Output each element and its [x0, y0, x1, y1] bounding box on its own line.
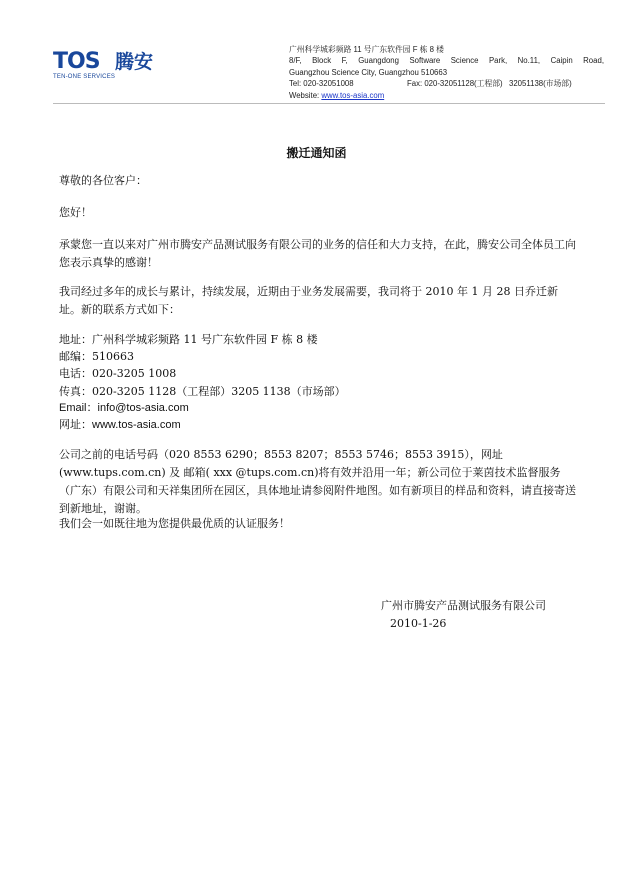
header-tel: Tel: 020-32051008	[289, 79, 354, 89]
contact-email: Email：info@tos-asia.com	[59, 401, 189, 414]
header-divider	[53, 103, 605, 104]
new-contact-details	[59, 331, 579, 434]
contact-address: 地址：广州科学城彩频路 11 号广东软件园 F 栋 8 楼	[59, 333, 318, 346]
salutation: 尊敬的各位客户：	[59, 174, 147, 187]
logo-mark: TOS	[53, 49, 100, 74]
contact-fax: 传真：020-3205 1128（工程部）3205 1138（市场部）	[59, 384, 346, 398]
greeting: 您好！	[59, 206, 92, 219]
relocation-paragraph: 我司经过多年的成长与累计，持续发展，近期由于业务发展需要，我司将于 2010 年 1 月 28 日乔迁新址。新的联系方式如下：	[59, 285, 558, 316]
address-cn: 广州科学城彩频路 11 号广东软件园 F 栋 8 楼	[289, 45, 444, 54]
signature-date: 2010-1-26	[390, 617, 447, 630]
closing-line: 我们会一如既往地为您提供最优质的认证服务！	[59, 517, 290, 530]
logo-chinese-name: 腾安	[115, 51, 154, 73]
contact-phone: 电话：020-3205 1008	[59, 367, 177, 381]
phone-fax-line	[289, 78, 604, 89]
company-info	[289, 44, 604, 101]
notice-paragraph: 公司之前的电话号码（020 8553 6290；8553 8207；8553 5746；8553 3915），网址(www.tups.com.cn) 及 邮箱( xxx @tups.com.cn)将有效并沿用一年；新公司位于莱茵技术监督服务（广东）有限公司和天祥集团所在园区，具体地址请参阅附件地图。如有新项目的样品和资料，请直接寄送到新地址，谢谢。	[59, 448, 576, 515]
website-line	[289, 90, 604, 101]
header-fax-marketing: 32051138(市场部)	[509, 79, 572, 89]
signature-block	[381, 597, 546, 633]
logo-subtitle: TEN-ONE SERVICES	[53, 74, 116, 80]
header-fax: Fax: 020-32051128(工程部)	[407, 79, 503, 89]
address-en-line2: Guangzhou Science City, Guangzhou 510663	[289, 67, 448, 77]
address-en-line1: 8/F, Block F, Guangdong Software Science Park, No.11, Caipin Road,	[289, 56, 604, 66]
contact-website: 网址：www.tos-asia.com	[59, 419, 181, 432]
letter-title: 搬迁通知函	[286, 146, 347, 160]
contact-postcode: 邮编：510663	[59, 350, 134, 364]
thanks-paragraph: 承蒙您一直以来对广州市腾安产品测试服务有限公司的业务的信任和大力支持，在此，腾安公司全体员工向您表示真挚的感谢！	[59, 238, 576, 269]
company-logo	[53, 51, 183, 85]
website-label: Website:	[289, 90, 320, 100]
signature-company: 广州市腾安产品测试服务有限公司	[381, 599, 546, 612]
website-link[interactable]: www.tos-asia.com	[321, 90, 385, 100]
